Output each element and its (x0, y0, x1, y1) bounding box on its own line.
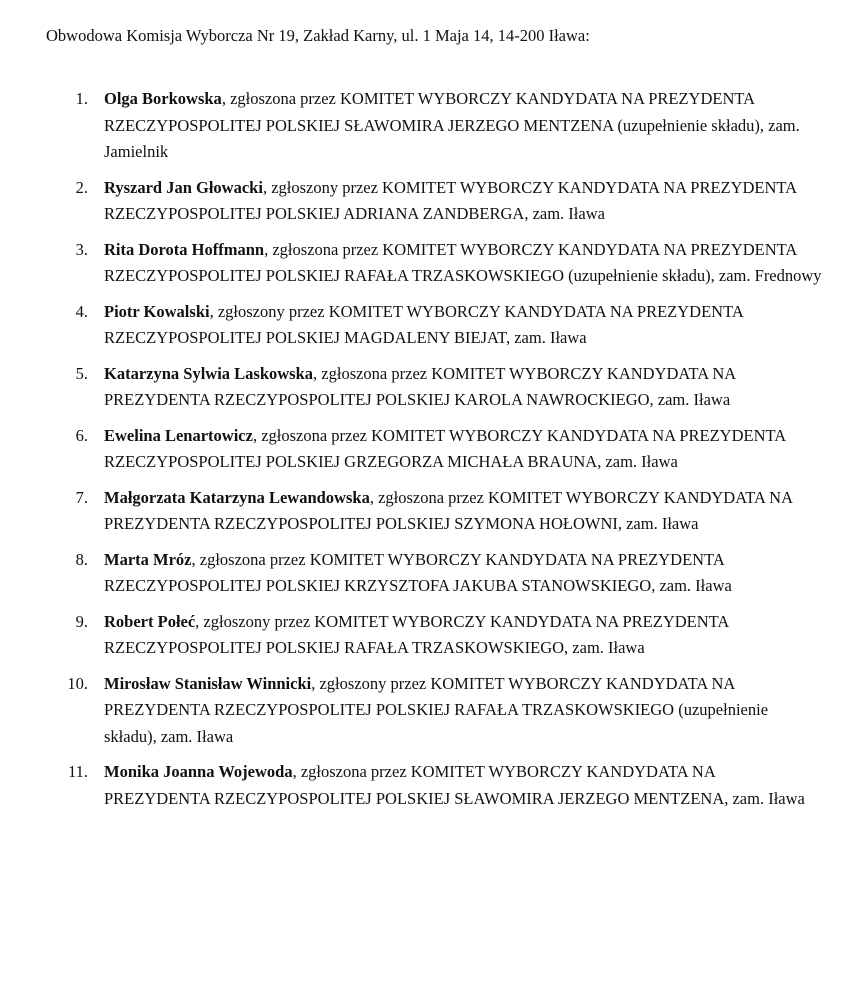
item-number: 1. (75, 89, 88, 108)
candidate-name: Mirosław Stanisław Winnicki (104, 673, 312, 693)
candidate-details: , zgłoszona przez KOMITET WYBORCZY KANDYDATA NA PREZYDENTA RZECZYPOSPOLITEJ POLSKIEJ SŁAWOMIRA JERZEGO MENTZENA (uzupełnienie składu), zam. Jamielnik (104, 89, 800, 161)
item-number: 4. (75, 301, 88, 321)
candidate-name: Robert Połeć (104, 611, 196, 631)
candidate-name: Monika Joanna Wojewoda (104, 762, 293, 781)
list-item (0, 609, 864, 662)
item-number: 8. (75, 549, 88, 569)
candidate-name: Ryszard Jan Głowacki (104, 177, 263, 197)
candidate-name: Marta Mróz (104, 549, 192, 569)
item-text (104, 671, 824, 751)
candidate-details: , zgłoszona przez KOMITET WYBORCZY KANDYDATA NA PREZYDENTA RZECZYPOSPOLITEJ POLSKIEJ GRZEGORZA MICHAŁA BRAUNA, zam. Iława (104, 425, 786, 471)
list-item (0, 237, 864, 290)
candidate-details: , zgłoszony przez KOMITET WYBORCZY KANDYDATA NA PREZYDENTA RZECZYPOSPOLITEJ POLSKIEJ MAGDALENY BIEJAT, zam. Iława (104, 301, 743, 347)
candidate-name: Rita Dorota Hoffmann (104, 239, 265, 259)
item-number: 2. (75, 177, 88, 197)
item-number: 6. (75, 425, 88, 445)
item-text (104, 759, 824, 812)
list-item (0, 423, 864, 476)
candidate-name: Ewelina Lenartowicz (104, 425, 253, 445)
list-item (0, 86, 864, 166)
candidate-details: , zgłoszona przez KOMITET WYBORCZY KANDYDATA NA PREZYDENTA RZECZYPOSPOLITEJ POLSKIEJ SZYMONA HOŁOWNI, zam. Iława (104, 487, 793, 533)
item-number: 11. (67, 762, 88, 781)
item-text (104, 609, 824, 662)
list-item (0, 547, 864, 600)
item-number: 10. (67, 673, 88, 693)
item-text (104, 86, 824, 166)
candidate-details: , zgłoszona przez KOMITET WYBORCZY KANDYDATA NA PREZYDENTA RZECZYPOSPOLITEJ POLSKIEJ KAROLA NAWROCKIEGO, zam. Iława (104, 363, 736, 409)
list-item (0, 671, 864, 751)
commission-header: Obwodowa Komisja Wyborcza Nr 19, Zakład Karny, ul. 1 Maja 14, 14-200 Iława: (46, 26, 590, 45)
item-text (104, 423, 824, 476)
candidate-details: , zgłoszona przez KOMITET WYBORCZY KANDYDATA NA PREZYDENTA RZECZYPOSPOLITEJ POLSKIEJ KRZYSZTOFA JAKUBA STANOWSKIEGO, zam. Iława (104, 549, 732, 595)
candidate-name: Katarzyna Sylwia Laskowska (104, 363, 314, 383)
list-item (0, 299, 864, 352)
item-text (104, 175, 824, 228)
candidate-details: , zgłoszony przez KOMITET WYBORCZY KANDYDATA NA PREZYDENTA RZECZYPOSPOLITEJ POLSKIEJ RAFAŁA TRZASKOWSKIEGO (uzupełnienie składu), zam. Iława (104, 673, 769, 746)
list-item (0, 361, 864, 414)
candidate-name: Piotr Kowalski (104, 301, 210, 321)
candidate-name: Małgorzata Katarzyna Lewandowska (104, 487, 370, 507)
candidate-details: , zgłoszona przez KOMITET WYBORCZY KANDYDATA NA PREZYDENTA RZECZYPOSPOLITEJ POLSKIEJ SŁAWOMIRA JERZEGO MENTZENA, zam. Iława (104, 762, 805, 808)
list-item (0, 485, 864, 538)
item-number: 5. (75, 363, 88, 383)
candidate-details: , zgłoszony przez KOMITET WYBORCZY KANDYDATA NA PREZYDENTA RZECZYPOSPOLITEJ POLSKIEJ RAFAŁA TRZASKOWSKIEGO, zam. Iława (104, 611, 729, 657)
candidate-name: Olga Borkowska (104, 89, 222, 108)
item-number: 7. (75, 487, 88, 507)
list-item (0, 175, 864, 228)
list-item (0, 759, 864, 812)
item-text (104, 485, 824, 538)
item-text (104, 361, 824, 414)
item-text (104, 299, 824, 352)
item-text (104, 237, 824, 290)
item-text (104, 547, 824, 600)
item-number: 3. (75, 239, 88, 259)
candidate-details: , zgłoszona przez KOMITET WYBORCZY KANDYDATA NA PREZYDENTA RZECZYPOSPOLITEJ POLSKIEJ RAFAŁA TRZASKOWSKIEGO (uzupełnienie składu), zam. Frednowy (104, 239, 822, 285)
item-number: 9. (75, 611, 88, 631)
candidate-details: , zgłoszony przez KOMITET WYBORCZY KANDYDATA NA PREZYDENTA RZECZYPOSPOLITEJ POLSKIEJ ADRIANA ZANDBERGA, zam. Iława (104, 177, 797, 223)
candidate-list (0, 86, 864, 821)
